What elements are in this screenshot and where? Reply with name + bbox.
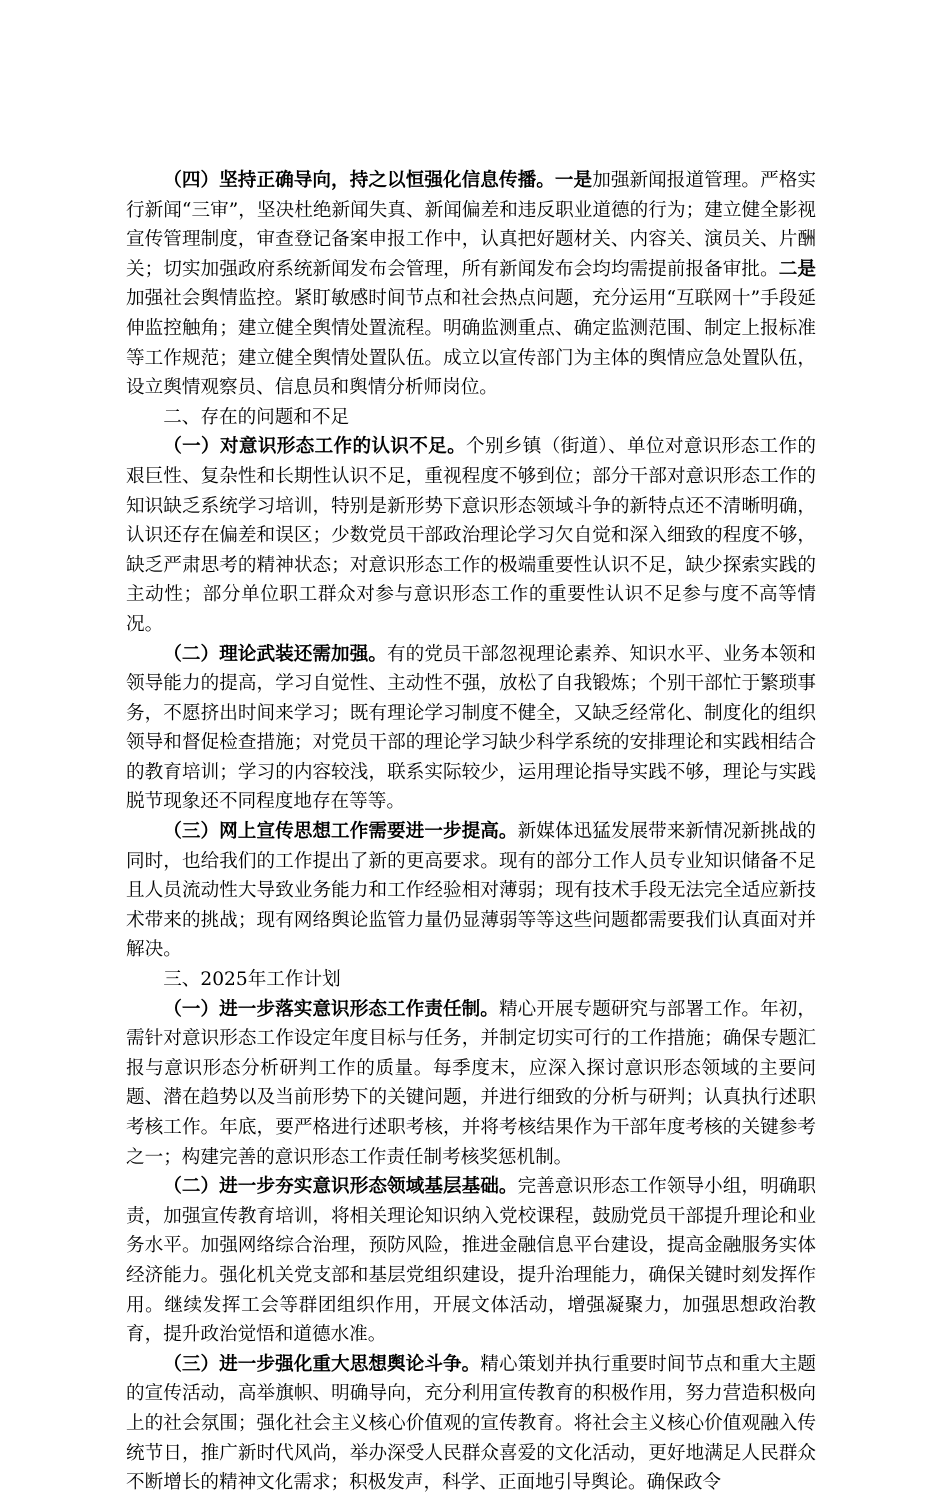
- paragraph-responsibility: [126, 995, 816, 1173]
- paragraph-lead: （三）进一步强化重大思想舆论斗争。: [163, 1353, 481, 1375]
- paragraph-text: 完善意识形态工作领导小组，明确职责，加强宣传教育培训，将相关理论知识纳入党校课程，鼓励党员干部提升理论和业务水平。加强网络综合治理，预防风险，推进金融信息平台建设，提高金融服务实体经济能力。强化机关党支部和基层党组织建设，提升治理能力，确保关键时刻发挥作用。继续发挥工会等群团组织作用，开展文体活动，增强凝聚力，加强思想政治教育，提升政治觉悟和道德水准。: [126, 1176, 816, 1346]
- paragraph-text: 精心策划并执行重要时间节点和重大主题的宣传活动，高举旗帜、明确导向，充分利用宣传教育的积极作用，努力营造积极向上的社会氛围；强化社会主义核心价值观的宣传教育。将社会主义核心价值观融入传统节日，推广新时代风尚，举办深受人民群众喜爱的文化活动，更好地满足人民群众不断增长的精神文化需求；积极发声，科学、正面地引导舆论。确保政令: [126, 1353, 816, 1494]
- paragraph-theory: [126, 640, 816, 818]
- point-label-one: 一是: [554, 170, 593, 191]
- paragraph-text: 新媒体迅猛发展带来新情况新挑战的同时，也给我们的工作提出了新的更高要求。现有的部分工作人员专业知识储备不足且人员流动性大导致业务能力和工作经验相对薄弱；现有技术手段无法完全适应新技术带来的挑战；现有网络舆论监管力量仍显薄弱等等这些问题都需要我们认真面对并解决。: [126, 821, 816, 961]
- paragraph-text: 加强社会舆情监控。紧盯敏感时间节点和社会热点问题，充分运用“互联网十”手段延伸监控触角；建立健全舆情处置流程。明确监测重点、确定监测范围、制定上报标准等工作规范；建立健全舆情处置队伍。成立以宣传部门为主体的舆情应急处置队伍，设立舆情观察员、信息员和舆情分析师岗位。: [126, 288, 816, 399]
- section-heading-problems: 二、存在的问题和不足: [163, 406, 350, 428]
- paragraph-text: 加强新闻报道管理。严格实行新闻“三审”，坚决杜绝新闻失真、新闻偏差和违反职业道德的行为；建立健全影视宣传管理制度，审查登记备案申报工作中，认真把好题材关、内容关、演员关、片酬关；切实加强政府系统新闻发布会管理，所有新闻发布会均均需提前报备审批。: [126, 170, 816, 280]
- paragraph-lead: （一）进一步落实意识形态工作责任制。: [163, 998, 499, 1020]
- paragraph-lead: （二）进一步夯实意识形态领域基层基础。: [163, 1176, 518, 1198]
- paragraph-lead: （二）理论武装还需加强。: [163, 643, 388, 665]
- paragraph-online-publicity: [126, 817, 816, 965]
- section-heading-plan: 三、2025年工作计划: [163, 969, 341, 991]
- document-page: [126, 166, 816, 1498]
- paragraph-lead: （一）对意识形态工作的认识不足。: [163, 436, 467, 458]
- paragraph-awareness: [126, 432, 816, 639]
- paragraph-text: 个别乡镇（街道）、单位对意识形态工作的艰巨性、复杂性和长期性认识不足，重视程度不够到位；部分干部对意识形态工作的知识缺乏系统学习培训，特别是新形势下意识形态领域斗争的新特点还不清晰明确，认识还存在偏差和误区；少数党员干部政治理论学习欠自觉和深入细致的程度不够，缺乏严肃思考的精神状态；对意识形态工作的极端重要性认识不足，缺少探索实践的主动性；部分单位职工群众对参与意识形态工作的重要性认识不足参与度不高等情况。: [126, 436, 816, 635]
- paragraph-text: 有的党员干部忽视理论素养、知识水平、业务本领和领导能力的提高，学习自觉性、主动性不强，放松了自我锻炼；个别干部忙于繁琐事务，不愿挤出时间来学习；既有理论学习制度不健全，又缺乏经常化、制度化的组织领导和督促检查措施；对党员干部的理论学习缺少科学系统的安排理论和实践相结合的教育培训；学习的内容较浅，联系实际较少，运用理论指导实践不够，理论与实践脱节现象还不同程度地存在等等。: [126, 643, 816, 813]
- paragraph-info-dissemination: [126, 166, 816, 403]
- paragraph-grassroots: [126, 1172, 816, 1350]
- paragraph-lead: （四）坚持正确导向，持之以恒强化信息传播。: [163, 170, 555, 191]
- point-label-two: 二是: [778, 258, 816, 280]
- paragraph-public-opinion: [126, 1350, 816, 1498]
- paragraph-lead: （三）网上宣传思想工作需要进一步提高。: [163, 821, 518, 843]
- paragraph-text: 精心开展专题研究与部署工作。年初，需针对意识形态工作设定年度目标与任务，并制定切实可行的工作措施；确保专题汇报与意识形态分析研判工作的质量。每季度末，应深入探讨意识形态领域的主要问题、潜在趋势以及当前形势下的关键问题，并进行细致的分析与研判；认真执行述职考核工作。年底，要严格进行述职考核，并将考核结果作为干部年度考核的关键参考之一；构建完善的意识形态工作责任制考核奖惩机制。: [126, 998, 816, 1168]
